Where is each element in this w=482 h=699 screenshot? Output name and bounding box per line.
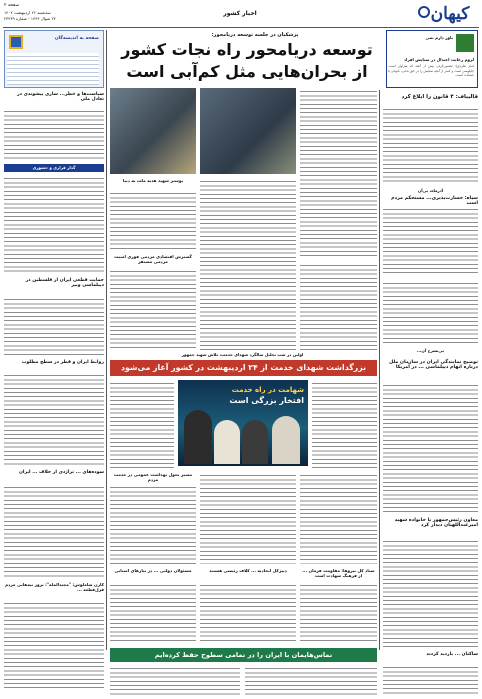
poster-line-2: افتخار بزرگی است: [229, 396, 304, 405]
bottom-headline-text: تماس‌هایمان با ایران را در تمامی سطوح حفظ کرده‌ایم: [154, 651, 333, 659]
masthead-rule: [3, 27, 479, 28]
lower-item-2: مسئولان دولتی ... در نیازهای استانی: [114, 568, 192, 573]
portrait-1: [184, 410, 212, 464]
logo-text: کیهان: [430, 4, 470, 24]
right-text-4: [383, 382, 478, 512]
quote-emblem-icon: [456, 34, 474, 52]
right-text-3: [383, 280, 478, 345]
quote-head: لزوم رعایت اعتدال در ستایش افراد: [403, 57, 474, 62]
promo-body: [7, 53, 99, 85]
lead-text-b: [200, 178, 296, 350]
lower-item-1: دبیرکل اتحادیه ... کلاف رئیسی هستند: [209, 568, 287, 573]
right-text-5: [383, 538, 478, 648]
section-title: اخبار کشور: [223, 10, 257, 17]
page-number: صفحه ۲: [4, 3, 20, 8]
banner-text: بزرگداشت شهدای خدمت از ۲۴ اردیبهشت در کشور آغاز می‌شود: [121, 363, 366, 372]
right-head-4: معاون رئیس‌جمهور با خانواده شهید امیرعبداللهیان دیدار کرد: [394, 518, 478, 528]
right-sub-1: آذرماه، بی‌آن: [417, 188, 444, 193]
left-text-6: [4, 600, 104, 690]
left-head-2: حمایت قطعی ایران از فلسطین در دیپلماسی وبیر: [25, 278, 104, 288]
bottom-text-a: [110, 665, 240, 695]
center-text-d: [200, 472, 296, 564]
promo-title: صفحه به اندیشه‌گان: [54, 36, 99, 41]
left-text-1: [4, 108, 104, 160]
left-text-5: [4, 484, 104, 579]
commemoration-banner: [110, 360, 377, 376]
mid-item-1: پوستر شهید هدیه ملت به دنیا: [122, 178, 184, 183]
left-text-3: [4, 296, 104, 356]
martyrs-poster: [178, 380, 308, 466]
lower-text-b: [200, 582, 296, 644]
lead-text-c: [300, 262, 377, 350]
right-head-1: قالیباف: ۴ قانون را ابلاغ کرد: [401, 94, 478, 100]
left-head-5: کارن شاملوس: "مجیدالمله": بروز تپه‌هایی مردم قزل‌قطعه ...: [5, 582, 104, 592]
lead-kicker: پزشکیان در جلسه توسعه دریامحور:: [211, 32, 299, 38]
lead-title-line2: از بحران‌هایی مثل کم‌آبی است: [126, 62, 368, 81]
left-section-label: [4, 164, 104, 172]
mid-text-1: [110, 190, 196, 250]
council-photo: [110, 88, 196, 174]
newspaper-logo: [426, 3, 474, 25]
lower-text-a: [110, 582, 196, 644]
right-head-3: توضیح نمایندگی ایران در سازمان ملل درباره اتهام دیپلماسی ... در آمریکا: [389, 360, 478, 370]
logo-emblem-icon: [418, 6, 430, 18]
left-text-4: [4, 372, 104, 467]
lead-text-a: [300, 88, 377, 258]
right-col-rule: [379, 90, 380, 650]
right-head-2: سپاه: خسارت‌پذیری... مستحکم مردم است: [391, 196, 478, 206]
bottom-right-head: ساکنان ... بازدید کردند: [426, 652, 478, 657]
left-section-label-text: گذار قراری و حشوری: [32, 165, 76, 170]
portrait-4: [272, 416, 300, 464]
mid-item-3: مسیر تحول بهداشت عمومی در خدمت مردم: [113, 472, 193, 482]
bottom-text-b: [245, 665, 377, 695]
lower-text-c: [300, 582, 377, 644]
portrait-2: [214, 420, 240, 464]
issue-line: ۲۴ شوال ۱۴۴۴ - شماره ۲۳۴۳۹: [4, 16, 56, 21]
left-head-4: سوده‌های ... تراژدی از خلاف ... ایران: [18, 470, 104, 475]
mid-text-2: [110, 268, 196, 350]
masthead: [0, 0, 482, 28]
left-head-1: سیاست‌ها و خطر... سازی پیشوندی در تعادل ملی: [17, 92, 104, 102]
quote-body: امام علی(ع): تحسین‌کردن بیش از آنچه که سزاوار است، چاپلوسی است و کمتر از آنچه ستایش را در حق بدانی، ناتوانی یا حسادت است.: [388, 64, 474, 78]
date-line: سه‌شنبه ۲۶ اردیبهشت ۱۴۰۲: [4, 10, 51, 15]
meeting-photo: [200, 88, 296, 174]
gift-icon: [9, 35, 23, 49]
left-col-rule: [106, 30, 107, 650]
lead-title-line1: توسعه دریامحور راه نجات کشور: [121, 40, 373, 59]
right-text-2: [383, 206, 478, 276]
poster-line-1: شهامت در راه خدمت: [231, 386, 304, 394]
lower-item-3: ستاد کل نیروها: مقاومت فرمان ... از فرهنگ شهادت است: [302, 568, 375, 578]
bottom-headline-bar: [110, 648, 377, 662]
left-text-2: [4, 175, 104, 275]
poster-side-right: [312, 380, 377, 470]
right-sub-2: بی‌نشرح آن...: [416, 348, 445, 353]
center-text-e: [300, 472, 377, 564]
quote-box: [386, 30, 478, 88]
promo-box: [4, 30, 104, 88]
poster-side-left: [110, 380, 174, 470]
mid-item-2: گسترش اقتصادی مردمی فوری امنیت مردمی مستقر: [114, 254, 192, 264]
bottom-right-text: [383, 664, 478, 695]
left-head-3: روابط ایران و قطر در سطح مطلوب: [21, 360, 104, 365]
portrait-3: [242, 420, 268, 464]
right-text-1: [383, 106, 478, 184]
mid-text-3: [110, 484, 196, 564]
banner-kicker: اولین در شب تجلیل سالگرد شهدای خدمت، تلاش شهید جمهور: [181, 352, 304, 357]
quote-tag: باور دارم نمی‌: [425, 35, 453, 40]
